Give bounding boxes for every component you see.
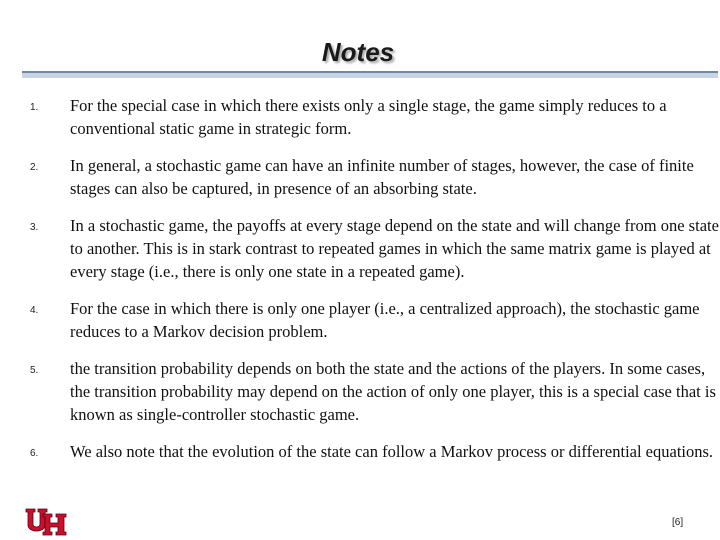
note-item	[30, 357, 720, 426]
note-number: 2.	[30, 162, 39, 173]
note-item	[30, 297, 720, 343]
note-item	[30, 214, 720, 283]
note-number: 1.	[30, 102, 39, 113]
uh-logo-icon	[24, 506, 68, 538]
notes-list	[30, 94, 720, 477]
logo-letters	[26, 509, 66, 535]
note-number: 3.	[30, 222, 39, 233]
note-text: In general, a stochastic game can have an infinite number of stages, however, the case of finite stages can also be captured, in presence of an absorbing state.	[70, 156, 694, 198]
note-text: In a stochastic game, the payoffs at every stage depend on the state and will change from one state to another. This is in stark contrast to repeated games in which the same matrix game is played at every stage (i.e., there is only one state in a repeated game).	[70, 216, 719, 281]
note-item	[30, 154, 720, 200]
note-item	[30, 440, 720, 463]
note-text: the transition probability depends on both the state and the actions of the players. In some cases, the transition probability may depend on the action of only one player, this is a special case that is known as single-controller stochastic game.	[70, 359, 716, 424]
title-divider	[22, 71, 718, 78]
note-text: For the special case in which there exists only a single stage, the game simply reduces to a conventional static game in strategic form.	[70, 96, 667, 138]
note-text: We also note that the evolution of the state can follow a Markov process or differential equations.	[70, 442, 714, 461]
note-number: 6.	[30, 448, 39, 459]
note-item	[30, 94, 720, 140]
page-number: [6]	[672, 517, 684, 528]
slide-title: Notes	[321, 37, 395, 67]
note-text: For the case in which there is only one player (i.e., a centralized approach), the stochastic game reduces to a Markov decision problem.	[70, 299, 700, 341]
note-number: 5.	[30, 365, 39, 376]
note-number: 4.	[30, 305, 39, 316]
